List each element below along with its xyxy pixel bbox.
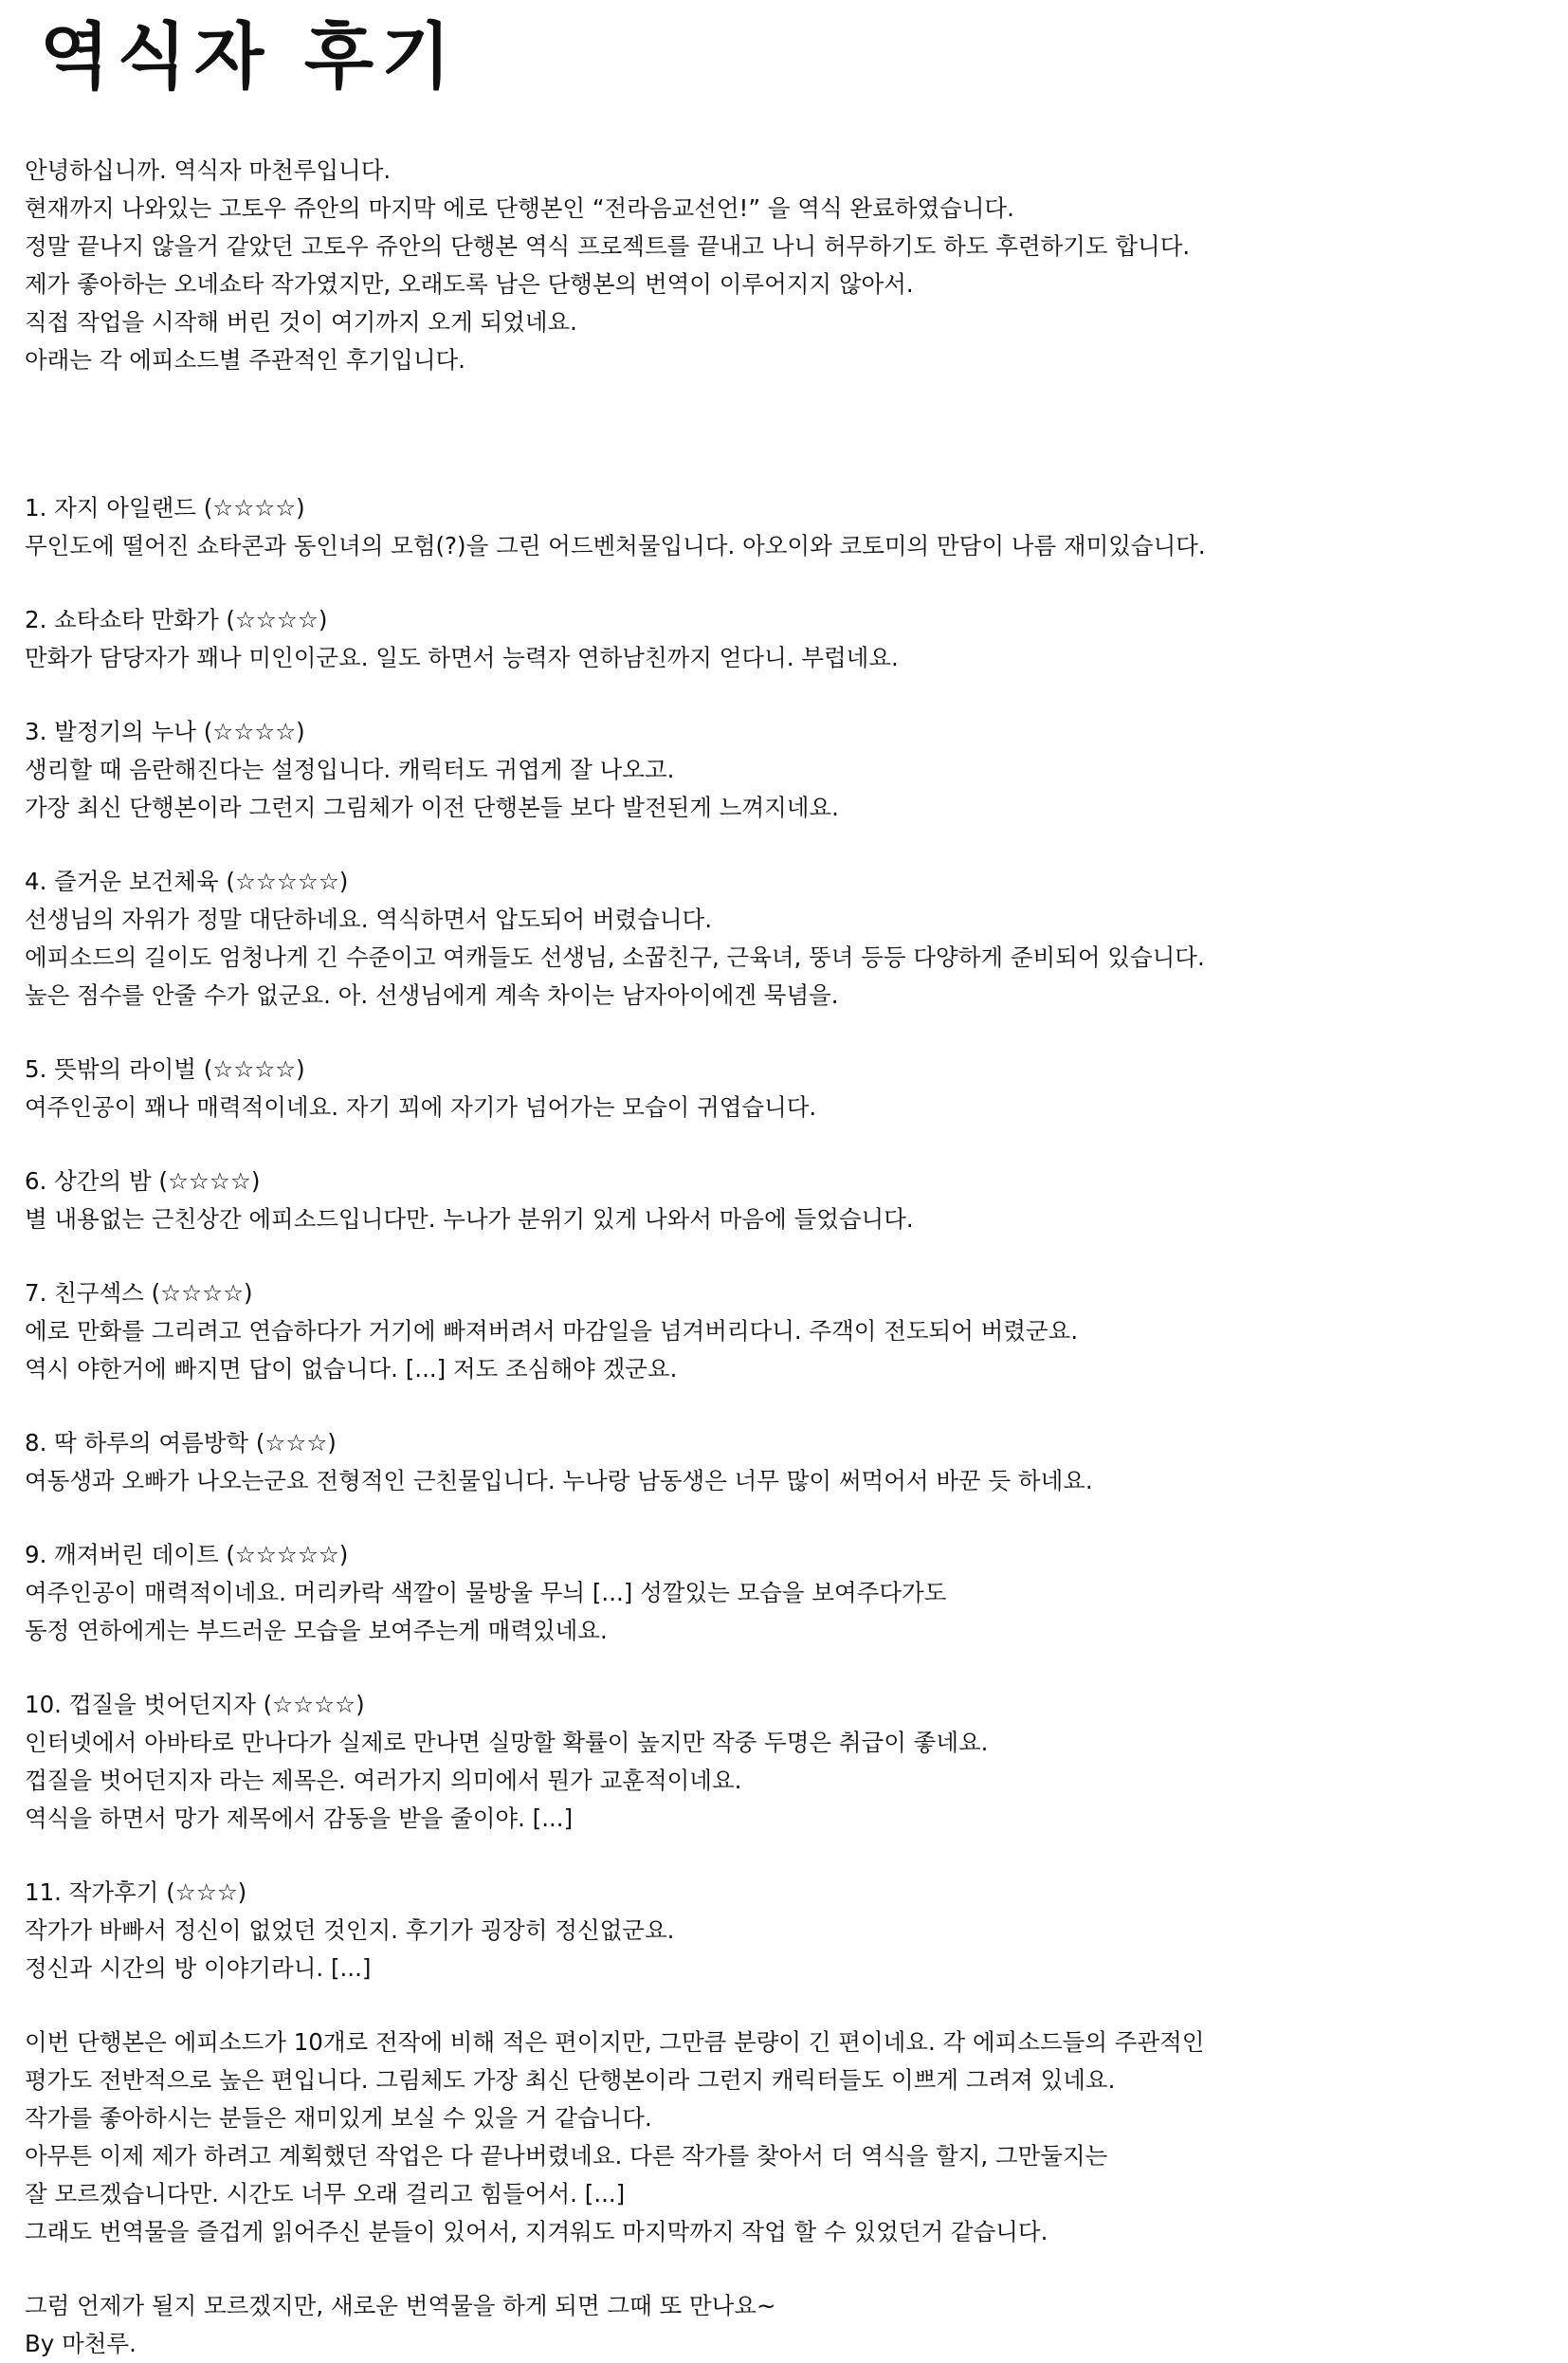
- episode-line: 선생님의 자위가 정말 대단하네요. 역식하면서 압도되어 버렸습니다.: [25, 906, 712, 933]
- intro-line: 안녕하십니까. 역식자 마천루입니다.: [25, 156, 392, 184]
- episode-line: 높은 점수를 안줄 수가 없군요. 아. 선생님에게 계속 차이는 남자아이에겐 묵념을.: [25, 981, 839, 1009]
- episode-heading: 8. 딱 하루의 여름방학 (☆☆☆): [25, 1429, 337, 1456]
- episode-5: [25, 1051, 1541, 1127]
- episode-heading: 10. 껍질을 벗어던지자 (☆☆☆☆): [25, 1691, 365, 1718]
- episode-9: [25, 1536, 1541, 1650]
- intro-section: [25, 152, 1541, 379]
- episode-2: [25, 601, 1541, 677]
- episode-3: [25, 713, 1541, 827]
- episode-6: [25, 1163, 1541, 1238]
- intro-line: 아래는 각 에피소드별 주관적인 후기입니다.: [25, 346, 465, 374]
- episode-7: [25, 1274, 1541, 1388]
- closing-section: [25, 2024, 1541, 2251]
- episode-11: [25, 1874, 1541, 1987]
- episode-line: 별 내용없는 근친상간 에피소드입니다만. 누나가 분위기 있게 나와서 마음에 들었습니다.: [25, 1205, 914, 1233]
- signature: By 마천루.: [25, 2330, 137, 2357]
- episode-heading: 7. 친구섹스 (☆☆☆☆): [25, 1279, 253, 1307]
- intro-line: 정말 끝나지 않을거 같았던 고토우 쥬안의 단행본 역식 프로젝트를 끝내고 나니 허무하기도 하도 후련하기도 합니다.: [25, 232, 1191, 260]
- episode-heading: 9. 깨져버린 데이트 (☆☆☆☆☆): [25, 1541, 349, 1568]
- closing-line: 그래도 번역물을 즐겁게 읽어주신 분들이 있어서, 지겨워도 마지막까지 작업 할 수 있었던거 같습니다.: [25, 2218, 1048, 2245]
- episode-line: 여주인공이 꽤나 매력적이네요. 자기 꾀에 자기가 넘어가는 모습이 귀엽습니다.: [25, 1093, 817, 1121]
- episode-line: 생리할 때 음란해진다는 설정입니다. 캐릭터도 귀엽게 잘 나오고.: [25, 756, 675, 783]
- intro-line: 직접 작업을 시작해 버린 것이 여기까지 오게 되었네요.: [25, 308, 577, 336]
- episode-heading: 6. 상간의 밤 (☆☆☆☆): [25, 1167, 261, 1195]
- episode-heading: 2. 쇼타쇼타 만화가 (☆☆☆☆): [25, 606, 328, 633]
- episode-line: 인터넷에서 아바타로 만나다가 실제로 만나면 실망할 확률이 높지만 작중 두명은 취급이 좋네요.: [25, 1729, 989, 1756]
- episode-4: [25, 863, 1541, 1015]
- closing-line: 이번 단행본은 에피소드가 10개로 전작에 비해 적은 편이지만, 그만큼 분량이 긴 편이네요. 각 에피소드들의 주관적인: [25, 2028, 1205, 2056]
- closing-line: 잘 모르겠습니다만. 시간도 너무 오래 걸리고 힘들어서. [...]: [25, 2180, 626, 2207]
- episode-heading: 4. 즐거운 보건체육 (☆☆☆☆☆): [25, 868, 349, 895]
- page-title: 역식자 후기: [40, 14, 459, 99]
- episode-1: [25, 489, 1541, 565]
- episode-line: 껍질을 벗어던지자 라는 제목은. 여러가지 의미에서 뭔가 교훈적이네요.: [25, 1767, 742, 1794]
- episode-10: [25, 1686, 1541, 1838]
- intro-line: 제가 좋아하는 오네쇼타 작가였지만, 오래도록 남은 단행본의 번역이 이루어지지 않아서.: [25, 270, 914, 298]
- closing-line: 평가도 전반적으로 높은 편입니다. 그림체도 가장 최신 단행본이라 그런지 캐릭터들도 이쁘게 그려져 있네요.: [25, 2066, 1116, 2094]
- episode-line: 동정 연하에게는 부드러운 모습을 보여주는게 매력있네요.: [25, 1617, 608, 1644]
- episode-heading: 1. 자지 아일랜드 (☆☆☆☆): [25, 494, 305, 522]
- farewell-line: 그럼 언제가 될지 모르겠지만, 새로운 번역물을 하게 되면 그때 또 만나요~: [25, 2292, 776, 2319]
- episode-heading: 5. 뜻밖의 라이벌 (☆☆☆☆): [25, 1055, 305, 1083]
- episode-line: 가장 최신 단행본이라 그런지 그림체가 이전 단행본들 보다 발전된게 느껴지네요.: [25, 794, 839, 821]
- episode-line: 정신과 시간의 방 이야기라니. [...]: [25, 1954, 372, 1982]
- episode-line: 무인도에 떨어진 쇼타콘과 동인녀의 모험(?)을 그린 어드벤처물입니다. 아오이와 코토미의 만담이 나름 재미있습니다.: [25, 532, 1206, 559]
- farewell-section: [25, 2287, 1541, 2363]
- episode-8: [25, 1424, 1541, 1500]
- closing-line: 작가를 좋아하시는 분들은 재미있게 보실 수 있을 거 같습니다.: [25, 2104, 652, 2132]
- document-body: [25, 152, 1541, 2363]
- intro-line: 현재까지 나와있는 고토우 쥬안의 마지막 에로 단행본인 “전라음교선언!” 을 역식 완료하였습니다.: [25, 194, 1014, 222]
- episode-line: 역식을 하면서 망가 제목에서 감동을 받을 줄이야. [...]: [25, 1804, 574, 1832]
- episode-line: 만화가 담당자가 꽤나 미인이군요. 일도 하면서 능력자 연하남친까지 얻다니. 부럽네요.: [25, 644, 899, 671]
- episode-line: 작가가 바빠서 정신이 없었던 것인지. 후기가 굉장히 정신없군요.: [25, 1916, 675, 1944]
- episode-line: 에로 만화를 그리려고 연습하다가 거기에 빠져버려서 마감일을 넘겨버리다니. 주객이 전도되어 버렸군요.: [25, 1317, 1079, 1345]
- episode-line: 여주인공이 매력적이네요. 머리카락 색깔이 물방울 무늬 [...] 성깔있는 모습을 보여주다가도: [25, 1579, 947, 1606]
- episode-line: 역시 야한거에 빠지면 답이 없습니다. [...] 저도 조심해야 겠군요.: [25, 1355, 678, 1383]
- episode-heading: 11. 작가후기 (☆☆☆): [25, 1878, 247, 1906]
- closing-line: 아무튼 이제 제가 하려고 계획했던 작업은 다 끝나버렸네요. 다른 작가를 찾아서 더 역식을 할지, 그만둘지는: [25, 2142, 1108, 2170]
- episode-heading: 3. 발정기의 누나 (☆☆☆☆): [25, 718, 305, 745]
- episode-line: 여동생과 오빠가 나오는군요 전형적인 근친물입니다. 누나랑 남동생은 너무 많이 써먹어서 바꾼 듯 하네요.: [25, 1467, 1093, 1494]
- episode-line: 에피소드의 길이도 엄청나게 긴 수준이고 여캐들도 선생님, 소꿉친구, 근육녀, 뚱녀 등등 다양하게 준비되어 있습니다.: [25, 943, 1205, 971]
